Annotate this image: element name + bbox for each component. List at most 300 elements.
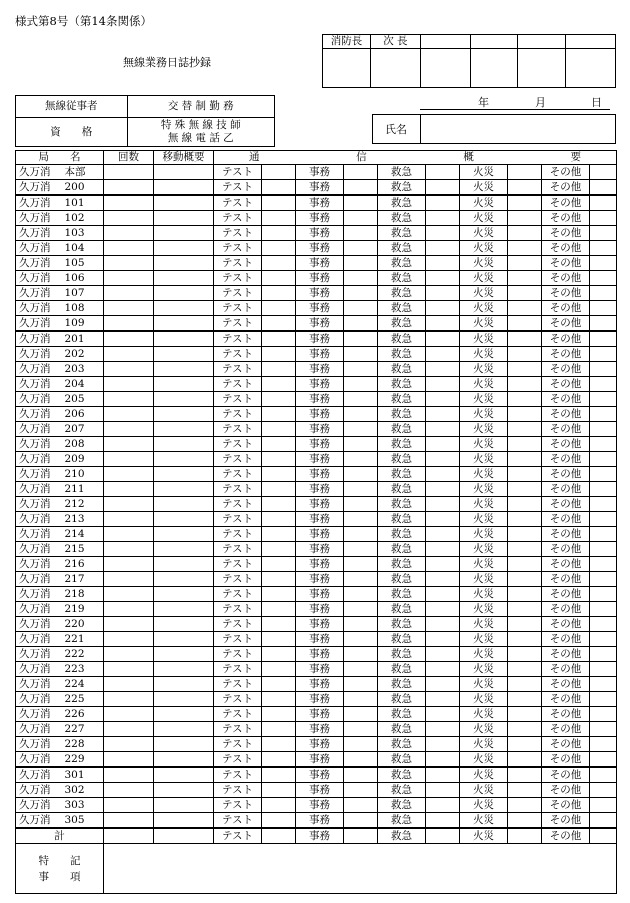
count-cell[interactable] — [344, 602, 378, 617]
count-cell[interactable] — [262, 662, 296, 677]
count-cell[interactable] — [590, 647, 617, 662]
count-cell[interactable] — [426, 497, 460, 512]
stamp-cell-chief[interactable] — [323, 49, 371, 88]
count-cell[interactable] — [426, 195, 460, 211]
movement-cell[interactable] — [154, 617, 214, 632]
count-cell[interactable] — [344, 617, 378, 632]
count-cell[interactable] — [426, 662, 460, 677]
count-cell[interactable] — [426, 527, 460, 542]
count-cell[interactable] — [508, 542, 542, 557]
count-cell[interactable] — [262, 362, 296, 377]
count-cell[interactable] — [508, 497, 542, 512]
count-cell[interactable] — [344, 377, 378, 392]
count-cell[interactable] — [262, 572, 296, 587]
count-cell[interactable] — [104, 165, 154, 180]
count-cell[interactable] — [590, 331, 617, 347]
count-cell[interactable] — [262, 602, 296, 617]
count-cell[interactable] — [426, 752, 460, 768]
count-cell[interactable] — [590, 347, 617, 362]
count-cell[interactable] — [508, 798, 542, 813]
count-cell[interactable] — [508, 180, 542, 196]
count-cell[interactable] — [590, 362, 617, 377]
count-cell[interactable] — [508, 241, 542, 256]
count-cell[interactable] — [104, 527, 154, 542]
count-cell[interactable] — [104, 737, 154, 752]
count-cell[interactable] — [590, 783, 617, 798]
count-cell[interactable] — [590, 377, 617, 392]
count-cell[interactable] — [426, 392, 460, 407]
count-cell[interactable] — [344, 452, 378, 467]
count-cell[interactable] — [104, 798, 154, 813]
count-cell[interactable] — [508, 467, 542, 482]
count-cell[interactable] — [590, 422, 617, 437]
count-cell[interactable] — [262, 617, 296, 632]
count-cell[interactable] — [426, 271, 460, 286]
count-cell[interactable] — [508, 828, 542, 844]
count-cell[interactable] — [344, 557, 378, 572]
count-cell[interactable] — [590, 602, 617, 617]
count-cell[interactable] — [344, 316, 378, 332]
count-cell[interactable] — [590, 407, 617, 422]
count-cell[interactable] — [344, 662, 378, 677]
movement-cell[interactable] — [154, 211, 214, 226]
movement-cell[interactable] — [154, 407, 214, 422]
count-cell[interactable] — [508, 165, 542, 180]
count-cell[interactable] — [104, 722, 154, 737]
count-cell[interactable] — [590, 437, 617, 452]
count-cell[interactable] — [104, 407, 154, 422]
count-cell[interactable] — [426, 467, 460, 482]
count-cell[interactable] — [344, 542, 378, 557]
stamp-cell[interactable] — [518, 49, 566, 88]
count-cell[interactable] — [104, 497, 154, 512]
count-cell[interactable] — [508, 256, 542, 271]
count-cell[interactable] — [426, 632, 460, 647]
count-cell[interactable] — [104, 180, 154, 196]
count-cell[interactable] — [104, 422, 154, 437]
count-cell[interactable] — [344, 722, 378, 737]
count-cell[interactable] — [508, 617, 542, 632]
count-cell[interactable] — [590, 813, 617, 829]
movement-cell[interactable] — [154, 752, 214, 768]
count-cell[interactable] — [344, 677, 378, 692]
count-cell[interactable] — [590, 662, 617, 677]
count-cell[interactable] — [590, 226, 617, 241]
movement-cell[interactable] — [154, 632, 214, 647]
movement-cell[interactable] — [154, 572, 214, 587]
movement-cell[interactable] — [154, 677, 214, 692]
movement-cell[interactable] — [154, 226, 214, 241]
count-cell[interactable] — [590, 467, 617, 482]
movement-cell[interactable] — [154, 647, 214, 662]
count-cell[interactable] — [344, 783, 378, 798]
count-cell[interactable] — [344, 165, 378, 180]
movement-cell[interactable] — [154, 331, 214, 347]
count-cell[interactable] — [426, 226, 460, 241]
count-cell[interactable] — [344, 195, 378, 211]
count-cell[interactable] — [344, 707, 378, 722]
count-cell[interactable] — [426, 377, 460, 392]
count-cell[interactable] — [508, 362, 542, 377]
count-cell[interactable] — [508, 557, 542, 572]
count-cell[interactable] — [262, 467, 296, 482]
count-cell[interactable] — [344, 767, 378, 783]
movement-cell[interactable] — [154, 362, 214, 377]
movement-cell[interactable] — [154, 512, 214, 527]
count-cell[interactable] — [262, 587, 296, 602]
count-cell[interactable] — [104, 707, 154, 722]
count-cell[interactable] — [344, 692, 378, 707]
count-cell[interactable] — [590, 542, 617, 557]
count-cell[interactable] — [508, 527, 542, 542]
count-cell[interactable] — [262, 482, 296, 497]
count-cell[interactable] — [344, 347, 378, 362]
stamp-cell-deputy[interactable] — [370, 49, 420, 88]
count-cell[interactable] — [262, 512, 296, 527]
count-cell[interactable] — [426, 256, 460, 271]
count-cell[interactable] — [104, 752, 154, 768]
count-cell[interactable] — [426, 572, 460, 587]
count-cell[interactable] — [262, 828, 296, 844]
count-cell[interactable] — [104, 316, 154, 332]
count-cell[interactable] — [426, 437, 460, 452]
count-cell[interactable] — [590, 256, 617, 271]
movement-cell[interactable] — [154, 557, 214, 572]
count-cell[interactable] — [426, 783, 460, 798]
count-cell[interactable] — [590, 557, 617, 572]
count-cell[interactable] — [344, 241, 378, 256]
count-cell[interactable] — [508, 632, 542, 647]
count-cell[interactable] — [344, 256, 378, 271]
count-cell[interactable] — [426, 587, 460, 602]
count-cell[interactable] — [508, 347, 542, 362]
count-cell[interactable] — [104, 557, 154, 572]
count-cell[interactable] — [262, 211, 296, 226]
count-cell[interactable] — [104, 211, 154, 226]
count-cell[interactable] — [590, 286, 617, 301]
count-cell[interactable] — [426, 798, 460, 813]
count-cell[interactable] — [590, 512, 617, 527]
count-cell[interactable] — [262, 195, 296, 211]
count-cell[interactable] — [426, 241, 460, 256]
count-cell[interactable] — [426, 211, 460, 226]
count-cell[interactable] — [262, 392, 296, 407]
count-cell[interactable] — [590, 587, 617, 602]
count-cell[interactable] — [104, 602, 154, 617]
count-cell[interactable] — [426, 722, 460, 737]
count-cell[interactable] — [262, 632, 296, 647]
count-cell[interactable] — [590, 737, 617, 752]
count-cell[interactable] — [262, 722, 296, 737]
count-cell[interactable] — [508, 767, 542, 783]
count-cell[interactable] — [508, 377, 542, 392]
count-cell[interactable] — [104, 542, 154, 557]
count-cell[interactable] — [426, 767, 460, 783]
movement-cell[interactable] — [154, 392, 214, 407]
count-cell[interactable] — [262, 497, 296, 512]
count-cell[interactable] — [262, 316, 296, 332]
count-cell[interactable] — [590, 180, 617, 196]
count-cell[interactable] — [262, 692, 296, 707]
count-cell[interactable] — [262, 798, 296, 813]
count-cell[interactable] — [508, 226, 542, 241]
count-cell[interactable] — [344, 392, 378, 407]
count-cell[interactable] — [104, 512, 154, 527]
count-cell[interactable] — [344, 512, 378, 527]
count-cell[interactable] — [104, 241, 154, 256]
count-cell[interactable] — [508, 301, 542, 316]
count-cell[interactable] — [262, 407, 296, 422]
count-cell[interactable] — [344, 813, 378, 829]
movement-cell[interactable] — [154, 662, 214, 677]
movement-cell[interactable] — [154, 180, 214, 196]
movement-cell[interactable] — [154, 437, 214, 452]
count-cell[interactable] — [344, 226, 378, 241]
count-cell[interactable] — [104, 347, 154, 362]
count-cell[interactable] — [262, 165, 296, 180]
count-cell[interactable] — [590, 527, 617, 542]
count-cell[interactable] — [344, 362, 378, 377]
count-cell[interactable] — [104, 617, 154, 632]
count-cell[interactable] — [344, 497, 378, 512]
count-cell[interactable] — [262, 377, 296, 392]
count-cell[interactable] — [104, 632, 154, 647]
count-cell[interactable] — [508, 783, 542, 798]
count-cell[interactable] — [104, 437, 154, 452]
count-cell[interactable] — [590, 572, 617, 587]
count-cell[interactable] — [104, 813, 154, 829]
count-cell[interactable] — [104, 256, 154, 271]
count-cell[interactable] — [104, 572, 154, 587]
count-cell[interactable] — [590, 692, 617, 707]
count-cell[interactable] — [508, 271, 542, 286]
movement-cell[interactable] — [154, 737, 214, 752]
movement-cell[interactable] — [154, 467, 214, 482]
count-cell[interactable] — [344, 211, 378, 226]
count-cell[interactable] — [104, 662, 154, 677]
count-cell[interactable] — [104, 767, 154, 783]
count-cell[interactable] — [590, 677, 617, 692]
movement-cell[interactable] — [154, 316, 214, 332]
count-cell[interactable] — [590, 195, 617, 211]
count-cell[interactable] — [508, 422, 542, 437]
movement-cell[interactable] — [154, 798, 214, 813]
count-cell[interactable] — [104, 362, 154, 377]
count-cell[interactable] — [590, 452, 617, 467]
count-cell[interactable] — [104, 301, 154, 316]
count-cell[interactable] — [262, 331, 296, 347]
movement-cell[interactable] — [154, 195, 214, 211]
count-cell[interactable] — [104, 783, 154, 798]
count-cell[interactable] — [344, 286, 378, 301]
count-cell[interactable] — [262, 527, 296, 542]
count-cell[interactable] — [426, 407, 460, 422]
count-cell[interactable] — [344, 180, 378, 196]
movement-cell[interactable] — [154, 241, 214, 256]
count-cell[interactable] — [590, 316, 617, 332]
movement-cell[interactable] — [154, 256, 214, 271]
movement-cell[interactable] — [154, 527, 214, 542]
count-cell[interactable] — [426, 677, 460, 692]
movement-cell[interactable] — [154, 707, 214, 722]
count-cell[interactable] — [590, 211, 617, 226]
movement-cell[interactable] — [154, 783, 214, 798]
count-cell[interactable] — [104, 828, 154, 844]
movement-cell[interactable] — [154, 587, 214, 602]
count-cell[interactable] — [508, 512, 542, 527]
count-cell[interactable] — [426, 557, 460, 572]
count-cell[interactable] — [508, 195, 542, 211]
count-cell[interactable] — [426, 452, 460, 467]
count-cell[interactable] — [508, 662, 542, 677]
count-cell[interactable] — [104, 195, 154, 211]
count-cell[interactable] — [508, 647, 542, 662]
movement-cell[interactable] — [154, 542, 214, 557]
count-cell[interactable] — [104, 331, 154, 347]
count-cell[interactable] — [344, 467, 378, 482]
movement-cell[interactable] — [154, 722, 214, 737]
count-cell[interactable] — [262, 707, 296, 722]
movement-cell[interactable] — [154, 602, 214, 617]
movement-cell[interactable] — [154, 482, 214, 497]
movement-cell[interactable] — [154, 813, 214, 829]
count-cell[interactable] — [262, 271, 296, 286]
count-cell[interactable] — [508, 437, 542, 452]
count-cell[interactable] — [508, 331, 542, 347]
count-cell[interactable] — [508, 722, 542, 737]
count-cell[interactable] — [344, 301, 378, 316]
count-cell[interactable] — [344, 752, 378, 768]
count-cell[interactable] — [262, 437, 296, 452]
count-cell[interactable] — [508, 452, 542, 467]
count-cell[interactable] — [508, 707, 542, 722]
count-cell[interactable] — [104, 692, 154, 707]
count-cell[interactable] — [590, 482, 617, 497]
count-cell[interactable] — [262, 452, 296, 467]
count-cell[interactable] — [426, 707, 460, 722]
count-cell[interactable] — [104, 482, 154, 497]
count-cell[interactable] — [344, 271, 378, 286]
count-cell[interactable] — [590, 497, 617, 512]
count-cell[interactable] — [262, 783, 296, 798]
count-cell[interactable] — [262, 752, 296, 768]
count-cell[interactable] — [426, 301, 460, 316]
count-cell[interactable] — [426, 602, 460, 617]
count-cell[interactable] — [426, 180, 460, 196]
count-cell[interactable] — [590, 392, 617, 407]
movement-cell[interactable] — [154, 422, 214, 437]
movement-cell[interactable] — [154, 165, 214, 180]
count-cell[interactable] — [590, 617, 617, 632]
count-cell[interactable] — [104, 377, 154, 392]
count-cell[interactable] — [590, 271, 617, 286]
count-cell[interactable] — [508, 752, 542, 768]
stamp-cell[interactable] — [470, 49, 518, 88]
movement-cell[interactable] — [154, 452, 214, 467]
count-cell[interactable] — [262, 813, 296, 829]
count-cell[interactable] — [262, 286, 296, 301]
count-cell[interactable] — [426, 362, 460, 377]
name-box[interactable] — [372, 114, 616, 144]
count-cell[interactable] — [508, 677, 542, 692]
count-cell[interactable] — [262, 241, 296, 256]
count-cell[interactable] — [590, 707, 617, 722]
movement-cell[interactable] — [154, 271, 214, 286]
count-cell[interactable] — [426, 692, 460, 707]
count-cell[interactable] — [262, 256, 296, 271]
movement-cell[interactable] — [154, 767, 214, 783]
count-cell[interactable] — [104, 587, 154, 602]
count-cell[interactable] — [508, 813, 542, 829]
count-cell[interactable] — [104, 677, 154, 692]
count-cell[interactable] — [426, 737, 460, 752]
count-cell[interactable] — [344, 647, 378, 662]
count-cell[interactable] — [508, 602, 542, 617]
count-cell[interactable] — [262, 422, 296, 437]
count-cell[interactable] — [426, 828, 460, 844]
count-cell[interactable] — [344, 422, 378, 437]
count-cell[interactable] — [508, 587, 542, 602]
count-cell[interactable] — [104, 452, 154, 467]
count-cell[interactable] — [262, 737, 296, 752]
count-cell[interactable] — [508, 737, 542, 752]
count-cell[interactable] — [590, 632, 617, 647]
count-cell[interactable] — [262, 542, 296, 557]
count-cell[interactable] — [426, 617, 460, 632]
count-cell[interactable] — [104, 286, 154, 301]
count-cell[interactable] — [344, 587, 378, 602]
movement-cell[interactable] — [154, 692, 214, 707]
count-cell[interactable] — [508, 286, 542, 301]
count-cell[interactable] — [426, 286, 460, 301]
count-cell[interactable] — [426, 316, 460, 332]
count-cell[interactable] — [262, 226, 296, 241]
movement-cell[interactable] — [154, 497, 214, 512]
count-cell[interactable] — [344, 572, 378, 587]
count-cell[interactable] — [262, 347, 296, 362]
count-cell[interactable] — [426, 482, 460, 497]
count-cell[interactable] — [104, 467, 154, 482]
count-cell[interactable] — [104, 647, 154, 662]
count-cell[interactable] — [590, 798, 617, 813]
count-cell[interactable] — [426, 512, 460, 527]
count-cell[interactable] — [344, 828, 378, 844]
count-cell[interactable] — [508, 316, 542, 332]
count-cell[interactable] — [426, 542, 460, 557]
count-cell[interactable] — [262, 557, 296, 572]
count-cell[interactable] — [508, 392, 542, 407]
movement-cell[interactable] — [154, 286, 214, 301]
count-cell[interactable] — [590, 828, 617, 844]
count-cell[interactable] — [344, 527, 378, 542]
count-cell[interactable] — [344, 407, 378, 422]
count-cell[interactable] — [262, 647, 296, 662]
movement-cell[interactable] — [154, 828, 214, 844]
count-cell[interactable] — [508, 482, 542, 497]
count-cell[interactable] — [508, 211, 542, 226]
count-cell[interactable] — [590, 165, 617, 180]
count-cell[interactable] — [344, 482, 378, 497]
count-cell[interactable] — [262, 677, 296, 692]
count-cell[interactable] — [426, 347, 460, 362]
count-cell[interactable] — [426, 647, 460, 662]
count-cell[interactable] — [344, 632, 378, 647]
count-cell[interactable] — [590, 767, 617, 783]
stamp-cell[interactable] — [420, 49, 470, 88]
count-cell[interactable] — [344, 737, 378, 752]
movement-cell[interactable] — [154, 301, 214, 316]
count-cell[interactable] — [590, 722, 617, 737]
